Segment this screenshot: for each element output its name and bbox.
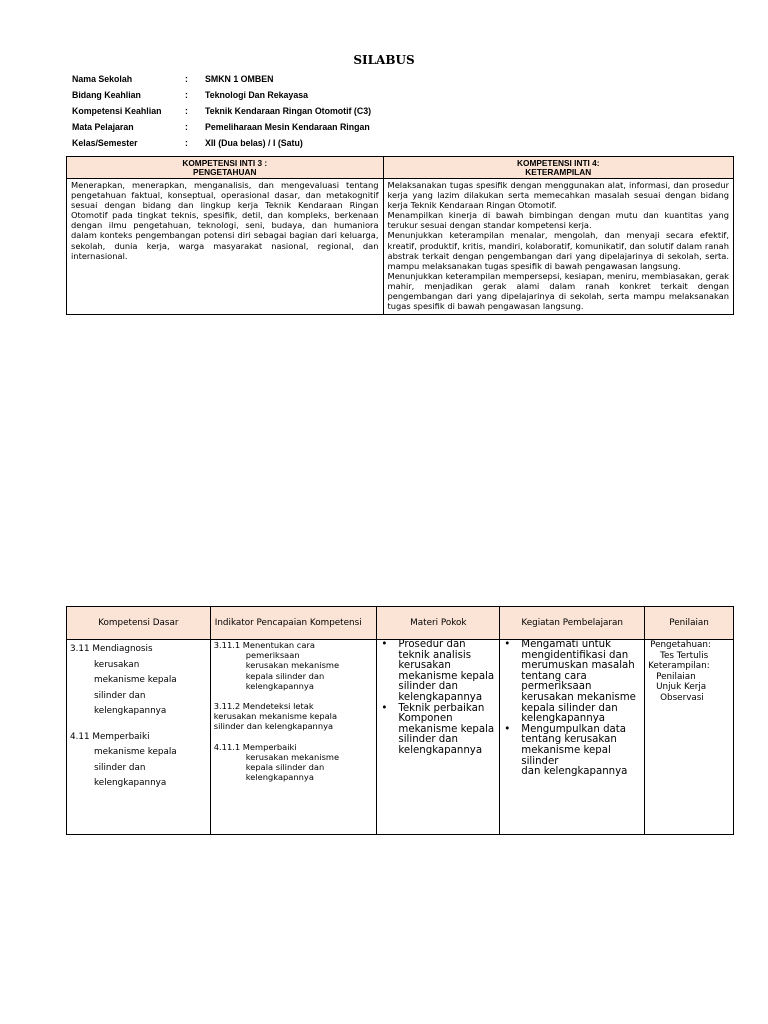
kegiatan-header: Kegiatan Pembelajaran: [500, 607, 645, 640]
ki4-header: [383, 157, 733, 179]
materi-item: [380, 640, 496, 704]
ipk-item: 3.11.1 Menentukan cara: [213, 640, 315, 650]
ki4-paragraph: Menunjukkan keterampilan menalar, mengolah, dan menyaji secara efektif, kreatif, produktif, kritis, mandiri, kolaboratif, komunikatif, dan solutif dalam ranah abstrak terkait dengan pengembangan dari yang dipelajarinya di sekolah, serta. mampu melaksanakan tugas spesifik di bawah pengawasan langsung.: [387, 230, 729, 271]
info-colon: :: [185, 122, 188, 132]
kd-item-number: 4.11 Memperbaiki: [70, 731, 150, 742]
penilaian-line: Keterampilan:: [648, 661, 710, 672]
ipk-item: 3.11.2 Mendeteksi letak: [213, 701, 314, 712]
penilaian-header: Penilaian: [645, 607, 734, 640]
kd-item-line: kelengkapannya: [94, 778, 167, 788]
kegiatan-item: [503, 640, 641, 725]
ipk-line: kepala silinder dan: [245, 762, 325, 773]
kegiatan-text-tail: dan kelengkapannya: [521, 766, 628, 778]
info-label: Mata Pelajaran: [72, 122, 134, 132]
ipk-line: kelengkapannya: [245, 680, 314, 691]
info-colon: :: [185, 138, 188, 148]
kegiatan-item: [503, 725, 641, 778]
info-colon: :: [185, 74, 188, 84]
kd-item-line: silinder dan: [94, 690, 146, 701]
ipk-line: silinder dan kelengkapannya: [213, 721, 334, 732]
kd-item-line: kelengkapannya: [94, 706, 167, 716]
info-label: Nama Sekolah: [72, 74, 133, 84]
penilaian-line: Pengetahuan:: [650, 640, 711, 650]
info-value: SMKN 1 OMBEN: [205, 74, 274, 84]
ipk-line: kerusakan mekanisme: [245, 660, 340, 671]
penilaian-line: Penilaian: [656, 671, 696, 682]
ki3-header-line1: KOMPETENSI INTI 3 :: [182, 157, 268, 168]
materi-list: [380, 640, 496, 757]
kd-cell: [67, 640, 211, 835]
ipk-line: kepala silinder dan: [245, 670, 325, 681]
ki3-header: [67, 157, 384, 179]
ipk-line: kelengkapannya: [245, 772, 314, 783]
materi-text: Teknik perbaikan Komponen mekanisme kepala silinder dan kelengkapannya: [398, 702, 495, 756]
kd-item-line: mekanisme kepala: [94, 747, 177, 757]
kegiatan-text: Mengumpulkan data tentang kerusakan mekanisme kepal silinder: [521, 723, 627, 767]
ipk-line: kerusakan mekanisme: [245, 751, 340, 762]
info-value: XII (Dua belas) / I (Satu): [205, 138, 303, 148]
info-colon: :: [185, 90, 188, 100]
materi-text: Prosedur dan teknik analisis kerusakan mekanisme kepala silinder dan kelengkapannya: [398, 639, 495, 703]
info-value: Pemeliharaan Mesin Kendaraan Ringan: [205, 122, 370, 132]
ipk-cell: [210, 640, 377, 835]
materi-item: [380, 704, 496, 757]
ipk-item: 4.11.1 Memperbaiki: [213, 741, 297, 752]
info-value: Teknologi Dan Rekayasa: [205, 90, 308, 100]
kompetensi-dasar-table: [66, 606, 734, 835]
penilaian-line: Unjuk Kerja: [656, 682, 707, 693]
ki3-text: Menerapkan, menerapkan, menganalisis, dan mengevaluasi tentang pengetahuan faktual, konseptual, operasional dasar, dan metakognitif sesuai dengan bidang dan lingkup kerja Teknik Kendaraan Ringan Otomotif pada tingkat teknis, spesifik, detil, dan kompleks, berkenaan dengan ilmu pengetahuan, teknologi, seni, budaya, dan humaniora dalam konteks pengembangan potensi diri sebagai bagian dari keluarga, sekolah, dunia kerja, warga masyarakat nasional, regional, dan internasional.: [71, 180, 379, 261]
kd-header: Kompetensi Dasar: [67, 607, 211, 640]
bullet-icon: •: [381, 639, 388, 650]
kegiatan-list: [503, 640, 641, 778]
info-colon: :: [185, 106, 188, 116]
penilaian-line: Tes Tertulis: [660, 650, 709, 661]
info-label: Bidang Keahlian: [72, 90, 141, 100]
ki4-header-line2: KETERAMPILAN: [525, 166, 592, 177]
info-label: Kompetensi Keahlian: [72, 106, 162, 116]
info-value: Teknik Kendaraan Ringan Otomotif (C3): [205, 106, 372, 116]
kd-item-line: silinder dan: [94, 762, 146, 773]
bullet-icon: •: [504, 639, 511, 650]
bullet-icon: •: [504, 723, 511, 735]
penilaian-line: Observasi: [660, 692, 704, 703]
kd-item-number: 3.11 Mendiagnosis: [70, 644, 153, 654]
kompetensi-inti-table: [66, 156, 734, 315]
kd-item-line: kerusakan: [94, 659, 140, 670]
ki4-cell: [383, 179, 733, 315]
ipk-line: kerusakan mekanisme kepala: [213, 711, 338, 722]
kd-item-line: mekanisme kepala: [94, 675, 177, 685]
ki4-paragraph: Menunjukkan keterampilan mempersepsi, kesiapan, meniru, membiasakan, gerak mahir, menjadikan gerak alami dalam ranah konkret terkait dengan pengembangan dari yang dipelajarinya di sekolah, serta mampu melaksanakan tugas spesifik di bawah pengawasan langsung.: [387, 270, 729, 312]
kegiatan-cell: [500, 640, 645, 835]
ki3-header-line2: PENGETAHUAN: [193, 166, 257, 177]
ki4-header-line1: KOMPETENSI INTI 4:: [517, 157, 600, 168]
page-title: SILABUS: [353, 53, 415, 67]
materi-header: Materi Pokok: [377, 607, 500, 640]
kegiatan-text: Mengamati untuk mengidentifikasi dan merumuskan masalah tentang cara permeriksaan kerusakan mekanisme kepala silinder dan kelengkapannya: [521, 639, 636, 725]
materi-cell: [377, 640, 500, 835]
penilaian-cell: [645, 640, 734, 835]
ipk-header: Indikator Pencapaian Kompetensi: [210, 607, 377, 640]
ki3-cell: [67, 179, 384, 315]
bullet-icon: •: [381, 702, 388, 714]
info-label: Kelas/Semester: [72, 138, 138, 148]
ki4-paragraph: Melaksanakan tugas spesifik dengan menggunakan alat, informasi, dan prosedur kerja yang lazim dilakukan serta memecahkan masalah sesuai dengan bidang kerja Teknik Kendaraan Ringan Otomotif.: [387, 180, 729, 211]
ipk-line: pemeriksaan: [245, 650, 300, 661]
ki4-paragraph: Menampilkan kinerja di bawah bimbingan dengan mutu dan kuantitas yang terukur sesuai dengan standar kompetensi kerja.: [387, 210, 729, 231]
